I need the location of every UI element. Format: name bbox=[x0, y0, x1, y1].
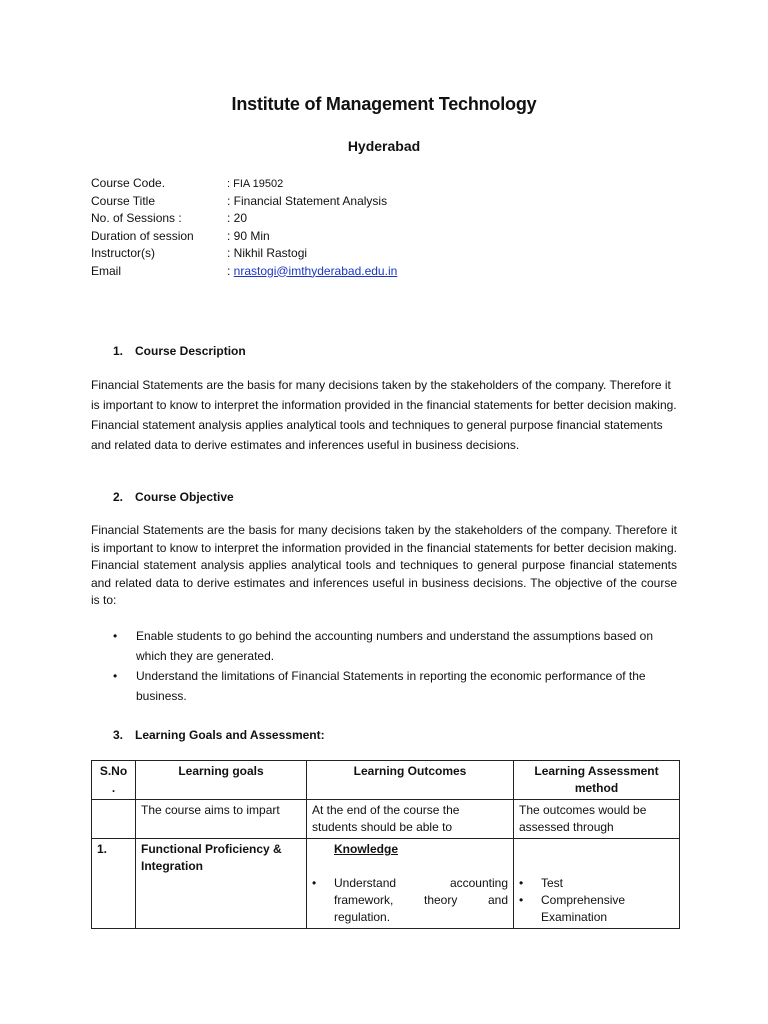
list-item bbox=[519, 875, 674, 892]
section-title: Learning Goals and Assessment: bbox=[135, 728, 325, 742]
course-code-value: : FIA 19502 bbox=[227, 178, 284, 190]
header-assessment-method: Learning Assessment method bbox=[514, 761, 680, 800]
email-link[interactable]: nrastogi@imthyderabad.edu.in bbox=[233, 263, 398, 278]
list-item bbox=[519, 892, 674, 926]
bullet-text: Understand the limitations of Financial Statements in reporting the economic performance of the business. bbox=[136, 669, 646, 703]
sessions-value: : 20 bbox=[227, 211, 248, 225]
bullet-text: Enable students to go behind the accounting numbers and understand the assumptions based on which they are generated. bbox=[136, 629, 654, 663]
section-number: 1. bbox=[113, 344, 124, 358]
assessment-text: Test bbox=[541, 876, 564, 890]
instructor-value: : Nikhil Rastogi bbox=[227, 246, 308, 260]
bullet-icon: • bbox=[312, 876, 317, 890]
institute-location: Hyderabad bbox=[347, 138, 421, 154]
outcome-bullet-text: Understand accounting framework, theory and regulation. bbox=[334, 876, 508, 924]
course-description-text: Financial Statements are the basis for many decisions taken by the stakeholders of the company. Therefore it is important to know to interpret the information provided in the financial statements for better decision making. Financial statement analysis applies analytical tools and techniques to general purpose financial statements and related data to derive estimates and inferences useful in business decisions. bbox=[91, 378, 677, 452]
email-prefix: : bbox=[227, 263, 234, 278]
learning-outcome-cell bbox=[307, 839, 514, 929]
course-title-value: : Financial Statement Analysis bbox=[227, 193, 388, 208]
table-header-row bbox=[92, 761, 680, 800]
duration-value: : 90 Min bbox=[227, 228, 270, 243]
course-info-block bbox=[91, 175, 397, 280]
objective-bullet-list bbox=[113, 626, 663, 706]
course-title-label: Course Title bbox=[91, 193, 156, 208]
header-learning-goals: Learning goals bbox=[136, 761, 307, 800]
sessions-row bbox=[91, 210, 397, 228]
list-item bbox=[113, 666, 663, 706]
course-objective-text: Financial Statements are the basis for many decisions taken by the stakeholders of the company. Therefore it is important to know to interpret the information provided in the financial statements for better decision making. Financial statement analysis applies analytical tools and techniques to general purpose financial statements and related data to derive estimates and inferences useful in business decisions. The objective of the course is to: bbox=[91, 523, 677, 607]
table-row bbox=[92, 800, 680, 839]
instructor-label: Instructor(s) bbox=[91, 246, 156, 260]
bullet-icon: • bbox=[113, 629, 118, 643]
bullet-icon: • bbox=[519, 893, 524, 907]
email-value bbox=[227, 263, 397, 281]
table-row bbox=[92, 839, 680, 929]
row-number: 1. bbox=[92, 839, 136, 929]
list-item bbox=[113, 626, 663, 666]
list-item bbox=[312, 875, 508, 926]
duration-row bbox=[91, 228, 397, 246]
duration-label: Duration of session bbox=[91, 228, 194, 243]
header-sno: S.No . bbox=[92, 761, 136, 800]
bullet-icon: • bbox=[519, 876, 524, 890]
learning-goal-cell: Functional Proficiency & Integration bbox=[136, 839, 307, 929]
table-cell: The outcomes would be assessed through bbox=[514, 800, 680, 839]
email-row bbox=[91, 263, 397, 281]
bullet-icon: • bbox=[113, 669, 118, 683]
sessions-label: No. of Sessions : bbox=[91, 211, 182, 225]
outcome-heading: Knowledge bbox=[334, 842, 399, 856]
email-label: Email bbox=[91, 263, 122, 278]
spacer bbox=[519, 858, 674, 875]
table-cell: At the end of the course the students should be able to bbox=[307, 800, 514, 839]
section-title: Course Objective bbox=[135, 490, 234, 504]
course-code-label: Course Code. bbox=[91, 176, 166, 190]
table-cell bbox=[92, 800, 136, 839]
spacer bbox=[519, 841, 674, 858]
course-title-row bbox=[91, 193, 397, 211]
course-code-row bbox=[91, 175, 397, 193]
header-learning-outcomes: Learning Outcomes bbox=[307, 761, 514, 800]
section-number: 3. bbox=[113, 728, 124, 742]
table-cell: The course aims to impart bbox=[136, 800, 307, 839]
course-objective-heading bbox=[113, 490, 234, 504]
section-number: 2. bbox=[113, 490, 124, 504]
assessment-text: Comprehensive Examination bbox=[541, 893, 626, 924]
course-description-heading bbox=[113, 344, 246, 358]
institute-title: Institute of Management Technology bbox=[231, 94, 537, 114]
spacer bbox=[312, 858, 508, 875]
assessment-cell bbox=[514, 839, 680, 929]
learning-goals-heading bbox=[113, 728, 325, 742]
learning-goals-table bbox=[91, 760, 680, 929]
section-title: Course Description bbox=[135, 344, 246, 358]
instructor-row bbox=[91, 245, 397, 263]
